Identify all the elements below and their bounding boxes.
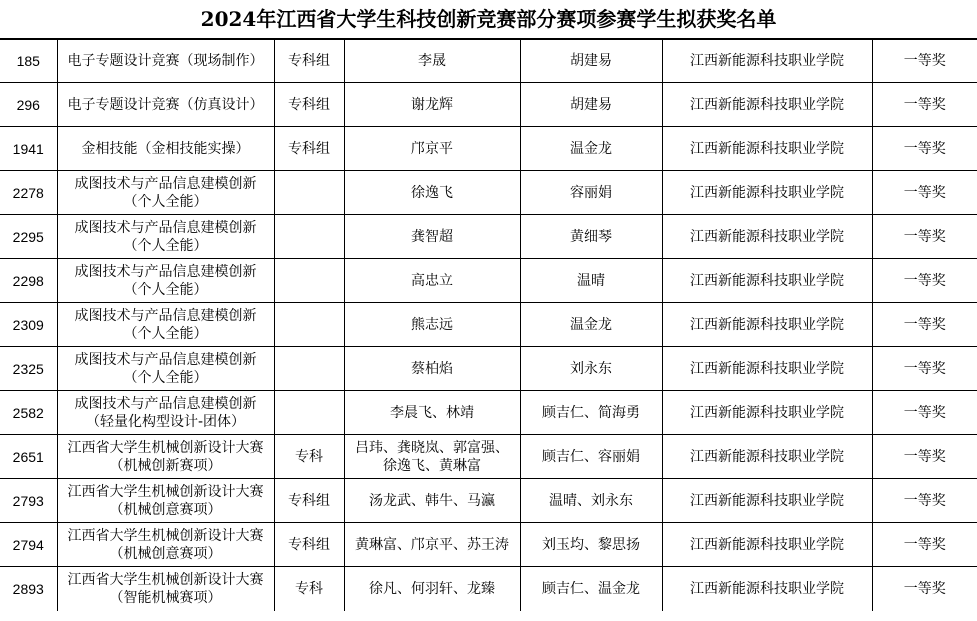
cell-group-line: 专科 xyxy=(295,448,323,465)
cell-event-line: （个人全能） xyxy=(123,193,208,210)
cell-teacher xyxy=(520,523,662,567)
cell-school-line: 江西新能源科技职业学院 xyxy=(690,448,844,465)
cell-teacher-line: 黄细琴 xyxy=(570,228,612,245)
cell-school-line: 江西新能源科技职业学院 xyxy=(690,580,844,597)
cell-teacher-line: 胡建易 xyxy=(570,53,612,69)
cell-students-line: 汤龙武、韩牛、马瀛 xyxy=(369,492,495,509)
cell-id xyxy=(0,435,57,479)
cell-award-line: 一等奖 xyxy=(903,580,946,597)
cell-award-line: 一等奖 xyxy=(903,140,946,157)
cell-school xyxy=(662,567,872,611)
cell-award xyxy=(872,567,977,611)
cell-event-line: 成图技术与产品信息建模创新 xyxy=(74,307,257,324)
cell-group xyxy=(274,127,344,171)
cell-id xyxy=(0,127,57,171)
cell-group-line: 专科 xyxy=(295,580,323,597)
table-row xyxy=(0,567,977,611)
table-body xyxy=(0,40,977,611)
cell-teacher xyxy=(520,259,662,303)
cell-event-line: 成图技术与产品信息建模创新 xyxy=(74,263,257,280)
cell-id-line: 2325 xyxy=(12,360,44,377)
cell-id-line: 2309 xyxy=(12,316,44,333)
table-row xyxy=(0,127,977,171)
cell-teacher-line: 顾吉仁、简海勇 xyxy=(542,404,640,421)
cell-event-line: 江西省大学生机械创新设计大赛 xyxy=(67,527,264,544)
cell-students-line: 黄琳富、邝京平、苏王涛 xyxy=(355,536,509,553)
cell-event-line: （机械创意赛项） xyxy=(109,545,222,562)
cell-students xyxy=(344,567,520,611)
cell-id xyxy=(0,391,57,435)
cell-event-line: （机械创新赛项） xyxy=(109,457,222,474)
cell-id-line: 2893 xyxy=(12,580,44,597)
cell-id-line: 2295 xyxy=(12,228,44,245)
table-row xyxy=(0,303,977,347)
cell-school xyxy=(662,391,872,435)
cell-school-line: 江西新能源科技职业学院 xyxy=(690,316,844,333)
cell-event-line: 江西省大学生机械创新设计大赛 xyxy=(67,439,264,456)
cell-award xyxy=(872,259,977,303)
cell-students-line: 蔡柏焰 xyxy=(411,360,453,377)
cell-students-line: 吕玮、龚晓岚、郭富强、 xyxy=(355,439,509,456)
cell-id-line: 2298 xyxy=(12,272,44,289)
cell-event-line: 电子专题设计竞赛（现场制作） xyxy=(67,53,264,69)
cell-event-line: （个人全能） xyxy=(123,325,208,342)
cell-group xyxy=(274,347,344,391)
cell-award xyxy=(872,391,977,435)
cell-students xyxy=(344,391,520,435)
cell-school xyxy=(662,259,872,303)
cell-id xyxy=(0,215,57,259)
cell-teacher-line: 温金龙 xyxy=(570,140,612,157)
cell-award xyxy=(872,479,977,523)
cell-teacher xyxy=(520,479,662,523)
cell-event-line: 金相技能（金相技能实操） xyxy=(81,140,250,157)
cell-group-line: 专科组 xyxy=(288,536,330,553)
table-row xyxy=(0,259,977,303)
cell-school-line: 江西新能源科技职业学院 xyxy=(690,96,844,113)
table-row xyxy=(0,523,977,567)
cell-award xyxy=(872,40,977,83)
cell-teacher-line: 刘玉均、黎思扬 xyxy=(542,536,640,553)
cell-event-line: （个人全能） xyxy=(123,281,208,298)
cell-school xyxy=(662,215,872,259)
cell-group xyxy=(274,435,344,479)
table-row xyxy=(0,347,977,391)
cell-group xyxy=(274,523,344,567)
cell-teacher xyxy=(520,83,662,127)
cell-event-line: （个人全能） xyxy=(123,237,208,254)
cell-students-line: 熊志远 xyxy=(411,316,453,333)
cell-event xyxy=(57,40,274,83)
cell-award-line: 一等奖 xyxy=(903,360,946,377)
cell-school-line: 江西新能源科技职业学院 xyxy=(690,184,844,201)
cell-school xyxy=(662,523,872,567)
page-title: 2024年江西省大学生科技创新竞赛部分赛项参赛学生拟获奖名单 xyxy=(0,0,977,39)
cell-school xyxy=(662,303,872,347)
table-row xyxy=(0,215,977,259)
table-row xyxy=(0,479,977,523)
cell-event xyxy=(57,567,274,611)
cell-award xyxy=(872,171,977,215)
cell-school xyxy=(662,171,872,215)
cell-students-line: 龚智超 xyxy=(411,228,453,245)
cell-event xyxy=(57,259,274,303)
cell-students xyxy=(344,347,520,391)
cell-students-line: 谢龙辉 xyxy=(411,96,453,113)
cell-event-line: 成图技术与产品信息建模创新 xyxy=(74,175,257,192)
cell-event xyxy=(57,391,274,435)
cell-students-line: 徐凡、何羽轩、龙臻 xyxy=(369,580,495,597)
cell-id xyxy=(0,523,57,567)
cell-award xyxy=(872,435,977,479)
table-row xyxy=(0,391,977,435)
cell-teacher xyxy=(520,391,662,435)
cell-school xyxy=(662,127,872,171)
cell-teacher xyxy=(520,435,662,479)
cell-students-line: 邝京平 xyxy=(411,140,453,157)
cell-students xyxy=(344,259,520,303)
cell-students-line: 徐逸飞 xyxy=(411,184,453,201)
cell-event-line: 成图技术与产品信息建模创新 xyxy=(74,351,257,368)
cell-event xyxy=(57,171,274,215)
cell-event xyxy=(57,479,274,523)
cell-id xyxy=(0,347,57,391)
cell-id xyxy=(0,83,57,127)
cell-teacher-line: 顾吉仁、温金龙 xyxy=(542,580,640,597)
cell-students xyxy=(344,171,520,215)
cell-award-line: 一等奖 xyxy=(903,272,946,289)
cell-school-line: 江西新能源科技职业学院 xyxy=(690,228,844,245)
cell-teacher-line: 顾吉仁、容丽娟 xyxy=(542,448,640,465)
cell-group xyxy=(274,259,344,303)
cell-award xyxy=(872,523,977,567)
cell-award-line: 一等奖 xyxy=(903,448,946,465)
cell-school-line: 江西新能源科技职业学院 xyxy=(690,272,844,289)
cell-school xyxy=(662,479,872,523)
cell-event xyxy=(57,215,274,259)
cell-school-line: 江西新能源科技职业学院 xyxy=(690,140,844,157)
cell-students-line: 李晟 xyxy=(418,53,446,69)
cell-id xyxy=(0,567,57,611)
cell-event-line: （轻量化构型设计-团体） xyxy=(85,413,246,430)
cell-teacher-line: 刘永东 xyxy=(570,360,612,377)
cell-group xyxy=(274,40,344,83)
cell-group xyxy=(274,215,344,259)
cell-award-line: 一等奖 xyxy=(903,184,946,201)
cell-event xyxy=(57,435,274,479)
cell-award-line: 一等奖 xyxy=(903,96,946,113)
cell-group xyxy=(274,303,344,347)
cell-id-line: 2651 xyxy=(12,448,44,465)
cell-students xyxy=(344,435,520,479)
cell-group xyxy=(274,391,344,435)
cell-event xyxy=(57,347,274,391)
cell-students xyxy=(344,40,520,83)
cell-event xyxy=(57,127,274,171)
cell-school-line: 江西新能源科技职业学院 xyxy=(690,404,844,421)
cell-award xyxy=(872,347,977,391)
cell-event-line: 成图技术与产品信息建模创新 xyxy=(74,395,257,412)
cell-teacher xyxy=(520,215,662,259)
cell-school xyxy=(662,435,872,479)
cell-school-line: 江西新能源科技职业学院 xyxy=(690,53,844,69)
cell-event-line: 江西省大学生机械创新设计大赛 xyxy=(67,483,264,500)
cell-school xyxy=(662,347,872,391)
cell-event xyxy=(57,523,274,567)
award-table xyxy=(0,39,977,611)
table-row xyxy=(0,435,977,479)
cell-school xyxy=(662,83,872,127)
table-row xyxy=(0,171,977,215)
cell-students xyxy=(344,127,520,171)
cell-id xyxy=(0,259,57,303)
cell-teacher xyxy=(520,303,662,347)
cell-id xyxy=(0,40,57,83)
cell-award xyxy=(872,303,977,347)
cell-group-line: 专科组 xyxy=(288,140,330,157)
cell-students-line: 李晨飞、林靖 xyxy=(390,404,474,421)
cell-teacher-line: 温晴、刘永东 xyxy=(549,492,633,509)
cell-event xyxy=(57,303,274,347)
cell-event xyxy=(57,83,274,127)
cell-id-line: 2793 xyxy=(12,492,44,509)
cell-event-line: 成图技术与产品信息建模创新 xyxy=(74,219,257,236)
cell-group-line: 专科组 xyxy=(288,96,330,113)
cell-award-line: 一等奖 xyxy=(903,316,946,333)
cell-group-line: 专科组 xyxy=(288,492,330,509)
cell-id xyxy=(0,303,57,347)
cell-teacher-line: 容丽娟 xyxy=(570,184,612,201)
cell-group xyxy=(274,479,344,523)
cell-id-line: 2794 xyxy=(12,536,44,553)
cell-id xyxy=(0,171,57,215)
cell-award-line: 一等奖 xyxy=(903,53,946,69)
cell-teacher xyxy=(520,567,662,611)
cell-group xyxy=(274,567,344,611)
cell-award-line: 一等奖 xyxy=(903,404,946,421)
cell-award-line: 一等奖 xyxy=(903,536,946,553)
cell-id-line: 296 xyxy=(16,96,40,113)
cell-award-line: 一等奖 xyxy=(903,492,946,509)
cell-award xyxy=(872,215,977,259)
cell-students xyxy=(344,215,520,259)
cell-group xyxy=(274,171,344,215)
cell-teacher-line: 胡建易 xyxy=(570,96,612,113)
cell-teacher xyxy=(520,40,662,83)
cell-students xyxy=(344,303,520,347)
cell-school-line: 江西新能源科技职业学院 xyxy=(690,360,844,377)
cell-teacher xyxy=(520,127,662,171)
cell-group-line: 专科组 xyxy=(288,53,330,69)
cell-teacher xyxy=(520,171,662,215)
cell-event-line: （智能机械赛项） xyxy=(109,589,222,606)
cell-teacher-line: 温晴 xyxy=(577,272,605,289)
cell-event-line: （个人全能） xyxy=(123,369,208,386)
cell-id-line: 185 xyxy=(16,53,40,69)
cell-school-line: 江西新能源科技职业学院 xyxy=(690,492,844,509)
cell-school xyxy=(662,40,872,83)
cell-students xyxy=(344,83,520,127)
cell-event-line: 电子专题设计竞赛（仿真设计） xyxy=(67,96,264,113)
cell-students xyxy=(344,523,520,567)
cell-id-line: 2582 xyxy=(12,404,44,421)
cell-school-line: 江西新能源科技职业学院 xyxy=(690,536,844,553)
cell-award xyxy=(872,127,977,171)
cell-teacher-line: 温金龙 xyxy=(570,316,612,333)
cell-students xyxy=(344,479,520,523)
cell-group xyxy=(274,83,344,127)
cell-award-line: 一等奖 xyxy=(903,228,946,245)
cell-id xyxy=(0,479,57,523)
table-row xyxy=(0,40,977,83)
cell-id-line: 1941 xyxy=(12,140,44,157)
cell-event-line: （机械创意赛项） xyxy=(109,501,222,518)
cell-event-line: 江西省大学生机械创新设计大赛 xyxy=(67,571,264,588)
cell-teacher xyxy=(520,347,662,391)
cell-award xyxy=(872,83,977,127)
cell-students-line: 徐逸飞、黄琳富 xyxy=(383,457,481,474)
cell-students-line: 高忠立 xyxy=(411,272,453,289)
cell-id-line: 2278 xyxy=(12,184,44,201)
table-row xyxy=(0,83,977,127)
